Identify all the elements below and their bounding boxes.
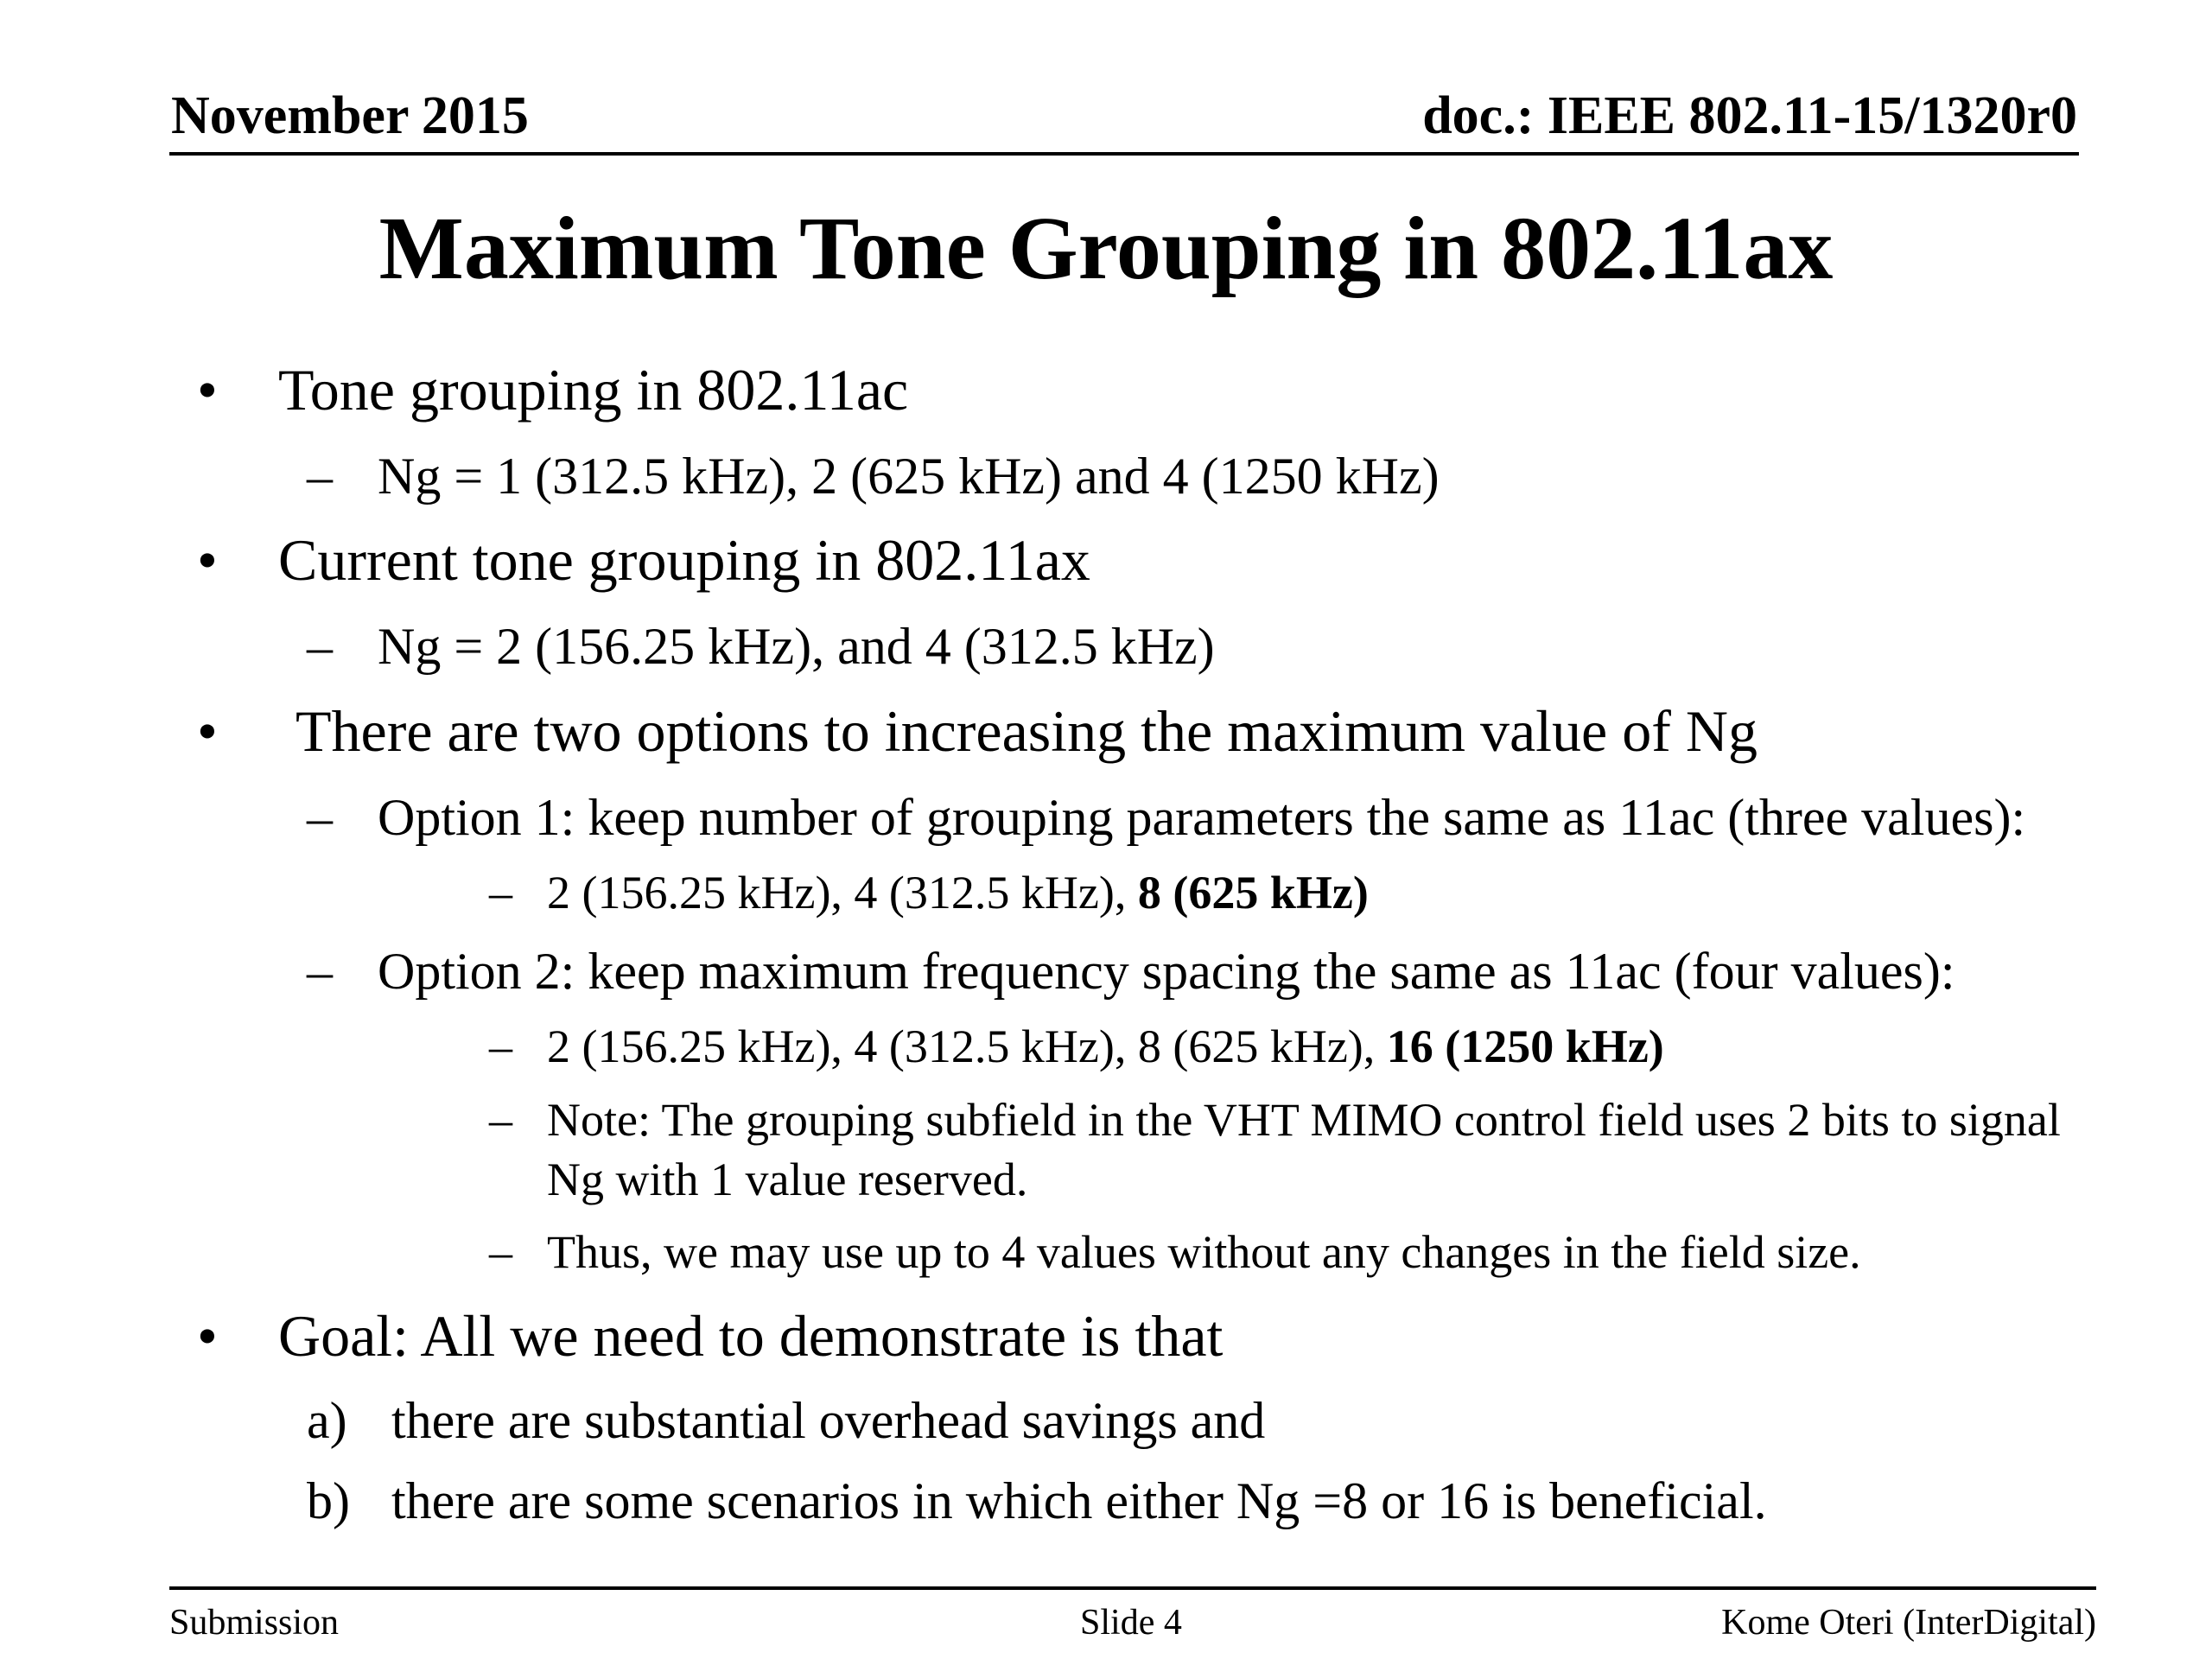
bullet-marker: • bbox=[197, 698, 218, 764]
bullet-marker: • bbox=[197, 1303, 218, 1369]
note-line-1: Note: The grouping subfield in the VHT MIMO control field uses 2 bits to signal bbox=[547, 1094, 2061, 1146]
footer-slide-number: Slide 4 bbox=[1080, 1603, 1182, 1643]
bullet-2-sub-1: Ng = 2 (156.25 kHz), and 4 (312.5 kHz) bbox=[378, 618, 1215, 675]
bullet-1-text: Tone grouping in 802.11ac bbox=[278, 357, 909, 423]
bullet-2-text: Current tone grouping in 802.11ax bbox=[278, 527, 1090, 593]
dash-marker: – bbox=[307, 943, 333, 1000]
goal-item-a: there are substantial overhead savings and bbox=[391, 1392, 1266, 1449]
dash-marker: – bbox=[489, 1020, 512, 1072]
dash-marker: – bbox=[307, 618, 333, 675]
dash-marker: – bbox=[307, 789, 333, 846]
header-date: November 2015 bbox=[171, 86, 529, 145]
bullet-1-sub-1: Ng = 1 (312.5 kHz), 2 (625 kHz) and 4 (1250 kHz) bbox=[378, 448, 1440, 505]
dash-marker: – bbox=[307, 448, 333, 505]
footer-author: Kome Oteri (InterDigital) bbox=[1721, 1603, 2096, 1643]
slide-title: Maximum Tone Grouping in 802.11ax bbox=[378, 199, 1834, 298]
option-1-values bbox=[547, 864, 1369, 921]
goal-text: Goal: All we need to demonstrate is that bbox=[278, 1303, 1224, 1369]
option-2-values-bold: 16 (1250 kHz) bbox=[1386, 1020, 1664, 1072]
option-2-values bbox=[547, 1018, 1664, 1075]
bullet-3-text: There are two options to increasing the maximum value of Ng bbox=[296, 698, 1758, 764]
dash-marker: – bbox=[489, 1226, 512, 1278]
option-1-values-bold: 8 (625 kHz) bbox=[1137, 867, 1369, 918]
note-line-2: Ng with 1 value reserved. bbox=[547, 1154, 1028, 1205]
item-b-marker: b) bbox=[307, 1472, 350, 1529]
option-2-values-plain: 2 (156.25 kHz), 4 (312.5 kHz), 8 (625 kHz), bbox=[547, 1020, 1387, 1072]
footer-submission: Submission bbox=[169, 1603, 340, 1643]
slide-footer bbox=[169, 1586, 2096, 1650]
bullet-marker: • bbox=[197, 527, 218, 593]
option-2-text: Option 2: keep maximum frequency spacing the same as 11ac (four values): bbox=[378, 943, 1955, 1000]
dash-marker: – bbox=[489, 867, 512, 918]
thus-text: Thus, we may use up to 4 values without any changes in the field size. bbox=[547, 1226, 1861, 1278]
slide-header bbox=[169, 83, 2079, 156]
goal-item-b: there are some scenarios in which either Ng =8 or 16 is beneficial. bbox=[391, 1472, 1767, 1529]
option-1-values-plain: 2 (156.25 kHz), 4 (312.5 kHz), bbox=[547, 867, 1138, 918]
dash-marker: – bbox=[489, 1094, 512, 1146]
bullet-marker: • bbox=[197, 357, 218, 423]
item-a-marker: a) bbox=[307, 1392, 347, 1449]
option-1-text: Option 1: keep number of grouping parameters the same as 11ac (three values): bbox=[378, 789, 2026, 846]
header-doc-id: doc.: IEEE 802.11-15/1320r0 bbox=[1422, 86, 2077, 145]
